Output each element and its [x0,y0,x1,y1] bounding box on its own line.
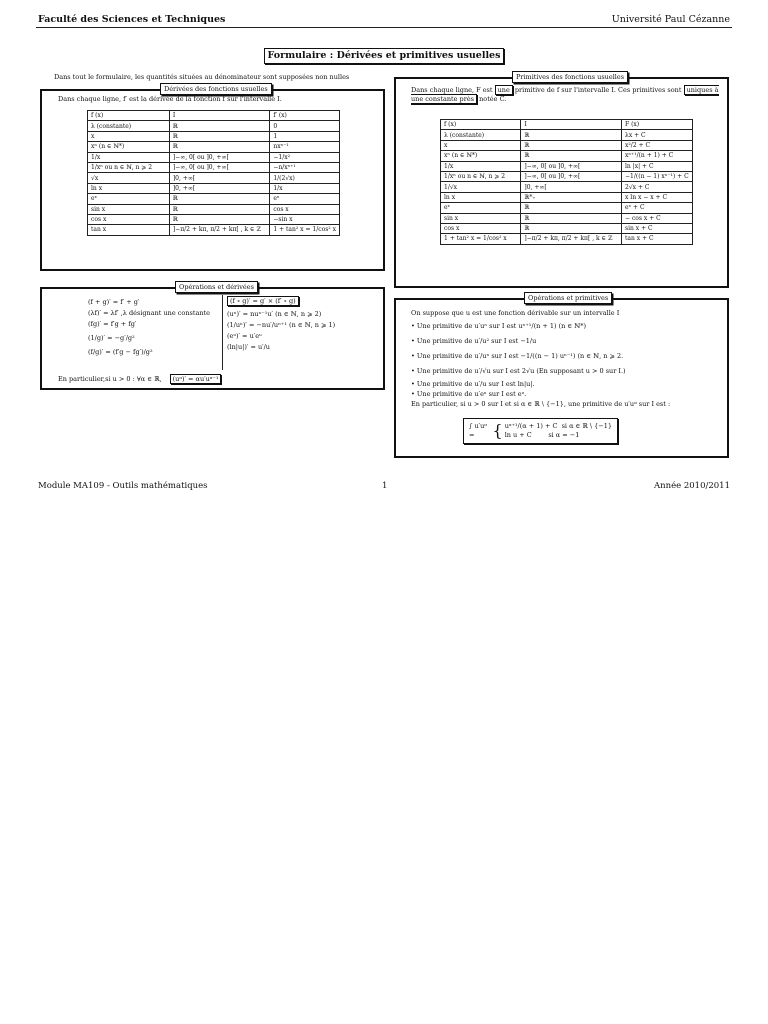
operations-primitives-special: En particulier, si u > 0 sur I et si α ∈ ℝ \ {−1}, une primitive de u′uᵅ sur I est : [411,400,671,408]
list-item: • Une primitive de u′/uⁿ sur I est −1/((n − 1) uⁿ⁻¹) (n ∈ ℕ, n ⩾ 2. [411,352,624,360]
integral-case [505,431,612,440]
table-cell: 1/√x [441,182,521,192]
table-header-cell: F (x) [622,120,693,130]
table-cell: cos x [270,204,340,214]
table-cell: ℝ [521,151,622,161]
operations-primitives-intro: On suppose que u est une fonction dérivable sur un intervalle I [411,309,620,317]
table-cell: ]−∞, 0[ ou ]0, +∞[ [521,161,622,171]
table-row [441,192,693,202]
list-item: • Une primitive de u′/u sur I est ln|u|. [411,380,535,388]
power-rule-line [58,374,221,385]
table-row [441,213,693,223]
table-cell: 1 [270,131,340,141]
primitives-tab: Primitives des fonctions usuelles [512,71,628,83]
header-faculty: Faculté des Sciences et Techniques [38,14,226,25]
table-row [88,131,340,141]
page-number: 1 [382,481,388,491]
primitives-note-text: notée C. [479,95,507,103]
integral-lhs: ∫ u′uᵅ = [469,422,487,439]
table-row [88,152,340,162]
table-cell: 1/x [88,152,170,162]
formula-line: (1/uⁿ)′ = −nu′/uⁿ⁺¹ (n ∈ ℕ, n ⩾ 1) [227,321,336,329]
table-row [441,140,693,150]
primitives-note-text: primitive de f sur l'intervalle I. Ces primitives sont [514,86,682,94]
list-item: • Une primitive de u′eᵘ sur I est eᵘ. [411,390,527,398]
primitives-table [440,119,693,245]
table-row [88,204,340,214]
table-cell: −sin x [270,214,340,224]
table-cell: ℝ [169,142,270,152]
table-cell: 1/x [441,161,521,171]
formula-line: (f + g)′ = f′ + g′ [88,298,140,306]
table-row [441,161,693,171]
primitives-note [411,86,719,104]
table-cell: ℝ [521,140,622,150]
derivatives-table [87,110,340,236]
table-cell: x ln x − x + C [622,192,693,202]
table-cell: 1/(2√x) [270,173,340,183]
list-item-text: Une primitive de u′eᵘ sur I est eᵘ. [416,390,527,398]
table-header-row [88,111,340,121]
formula-line: (f/g)′ = (f′g − fg′)/g² [88,348,153,356]
operations-derivatives-left [88,297,210,358]
table-cell: ℝ [521,130,622,140]
table-row [441,151,693,161]
table-row [441,203,693,213]
list-item-text: Une primitive de u′uⁿ sur I est uⁿ⁺¹/(n + 1) (n ∈ ℕ*) [416,322,586,330]
table-cell: 1 + tan² x = 1/cos² x [441,234,521,244]
table-row [441,234,693,244]
formula-line: (ln|u|)′ = u′/u [227,343,270,351]
table-cell: cos x [441,223,521,233]
operations-primitives-tab: Opérations et primitives [524,292,612,304]
integral-case [505,422,612,431]
table-cell: −1/((n − 1) xⁿ⁻¹) + C [622,171,693,181]
derivatives-tab: Dérivées des fonctions usuelles [160,83,272,95]
table-header-cell: f′ (x) [270,111,340,121]
table-cell: ]0, +∞[ [169,173,270,183]
table-cell: sin x [441,213,521,223]
table-header-cell: I [521,120,622,130]
table-cell: 1/x [270,183,340,193]
formula-line: (λf)′ = λf′ ,λ désignant une constante [88,309,210,317]
table-cell: ℝ [521,223,622,233]
footer-module: Module MA109 - Outils mathématiques [38,481,208,491]
table-cell: 0 [270,121,340,131]
list-item: • Une primitive de u′/u² sur I est −1/u [411,337,537,345]
composition-formula: (f ∘ g)′ = g′ × (f′ ∘ g) [227,296,299,306]
table-header-row [441,120,693,130]
list-item-text: Une primitive de u′/√u sur I est 2√u (En supposant u > 0 sur I.) [416,367,626,375]
table-cell: ℝ*₊ [521,192,622,202]
table-cell: λ (constante) [88,121,170,131]
table-cell: ]−∞, 0[ ou ]0, +∞[ [521,171,622,181]
table-row [88,173,340,183]
table-cell: sin x [88,204,170,214]
table-cell: ]0, +∞[ [169,183,270,193]
list-item-text: Une primitive de u′/u sur I est ln|u|. [416,380,535,388]
operations-derivatives-tab: Opérations et dérivées [175,281,258,293]
table-cell: nxⁿ⁻¹ [270,142,340,152]
table-cell: eˣ + C [622,203,693,213]
table-cell: λ (constante) [441,130,521,140]
integral-formula-box [463,418,618,444]
table-cell: ℝ [169,194,270,204]
table-cell: tan x + C [622,234,693,244]
footer-year: Année 2010/2011 [654,481,730,491]
table-cell: eˣ [88,194,170,204]
table-cell: λx + C [622,130,693,140]
table-row [88,121,340,131]
table-cell: xⁿ⁺¹/(n + 1) + C [622,151,693,161]
table-row [88,225,340,235]
derivatives-note: Dans chaque ligne, f′ est la dérivée de la fonction f sur l'intervalle I. [58,95,282,103]
table-cell: ℝ [169,204,270,214]
list-item-text: Une primitive de u′/u² sur I est −1/u [416,337,537,345]
power-rule-formula: (uᵅ)′ = αu′uᵅ⁻¹ [170,374,222,384]
formula-line: (eᵘ)′ = u′eᵘ [227,332,262,340]
table-row [441,182,693,192]
table-cell: ℝ [169,121,270,131]
table-cell: ]−∞, 0[ ou ]0, +∞[ [169,152,270,162]
table-cell: −1/x² [270,152,340,162]
table-cell: 1 + tan² x = 1/cos² x [270,225,340,235]
table-cell: x [441,140,521,150]
table-cell: ℝ [169,131,270,141]
table-cell: 2√x + C [622,182,693,192]
power-rule-prefix: En particulier,si u > 0 : ∀α ∈ ℝ, [58,375,162,383]
operations-primitives-list [411,308,670,409]
table-cell: eˣ [441,203,521,213]
page-title: Formulaire : Dérivées et primitives usuelles [264,48,504,64]
operations-derivatives-right [227,296,335,353]
table-cell: ln x [441,192,521,202]
integral-case-expr: ln u + C [504,431,532,439]
table-row [441,130,693,140]
table-cell: − cos x + C [622,213,693,223]
primitives-note-text: Dans chaque ligne, F est [411,86,493,94]
table-header-cell: f (x) [88,111,170,121]
table-cell: ln |x| + C [622,161,693,171]
table-cell: sin x + C [622,223,693,233]
list-item-text: Une primitive de u′/uⁿ sur I est −1/((n − 1) uⁿ⁻¹) (n ∈ ℕ, n ⩾ 2. [416,352,624,360]
table-cell: ℝ [169,214,270,224]
table-row [88,183,340,193]
table-header-cell: I [169,111,270,121]
table-cell: −n/xⁿ⁺¹ [270,162,340,172]
table-cell: ℝ [521,213,622,223]
integral-case-expr: uᵅ⁺¹/(α + 1) + C [504,422,558,430]
integral-case-cond: si α ∈ ℝ \ {−1} [561,422,612,430]
table-cell: ]−π/2 + kπ, π/2 + kπ[ , k ∈ ℤ [169,225,270,235]
list-item: • Une primitive de u′/√u sur I est 2√u (En supposant u > 0 sur I.) [411,367,626,375]
intro-note: Dans tout le formulaire, les quantités situées au dénominateur sont supposées non nulles [54,73,350,81]
operations-separator [222,295,223,370]
table-cell: √x [88,173,170,183]
primitives-note-une: une [495,85,513,95]
table-row [88,142,340,152]
table-cell: xⁿ (n ∈ ℕ*) [88,142,170,152]
table-cell: eˣ [270,194,340,204]
table-cell: cos x [88,214,170,224]
table-row [88,214,340,224]
table-cell: ln x [88,183,170,193]
table-cell: 1/xⁿ ou n ∈ ℕ, n ⩾ 2 [88,162,170,172]
formula-line: (fg)′ = f′g + fg′ [88,320,137,328]
table-row [88,194,340,204]
integral-case-cond: si α = −1 [548,431,580,439]
brace-icon: { [492,421,503,440]
table-cell: ℝ [521,203,622,213]
table-cell: 1/xⁿ ou n ∈ ℕ, n ⩾ 2 [441,171,521,181]
table-cell: ]−∞, 0[ ou ]0, +∞[ [169,162,270,172]
list-item: • Une primitive de u′uⁿ sur I est uⁿ⁺¹/(n + 1) (n ∈ ℕ*) [411,322,586,330]
formula-line: (uⁿ)′ = nuⁿ⁻¹u′ (n ∈ ℕ, n ⩾ 2) [227,310,322,318]
primitives-note-boxed: uniques à une constante près [411,86,719,103]
table-cell: tan x [88,225,170,235]
table-cell: x²/2 + C [622,140,693,150]
table-row [441,171,693,181]
table-header-cell: f (x) [441,120,521,130]
formula-line: (1/g)′ = −g′/g² [88,334,135,342]
header-rule [36,27,732,28]
table-cell: ]−π/2 + kπ, π/2 + kπ[ , k ∈ ℤ [521,234,622,244]
table-row [441,223,693,233]
table-cell: xⁿ (n ∈ ℕ*) [441,151,521,161]
table-cell: x [88,131,170,141]
table-cell: ]0, +∞[ [521,182,622,192]
header-university: Université Paul Cézanne [611,14,730,25]
table-row [88,162,340,172]
